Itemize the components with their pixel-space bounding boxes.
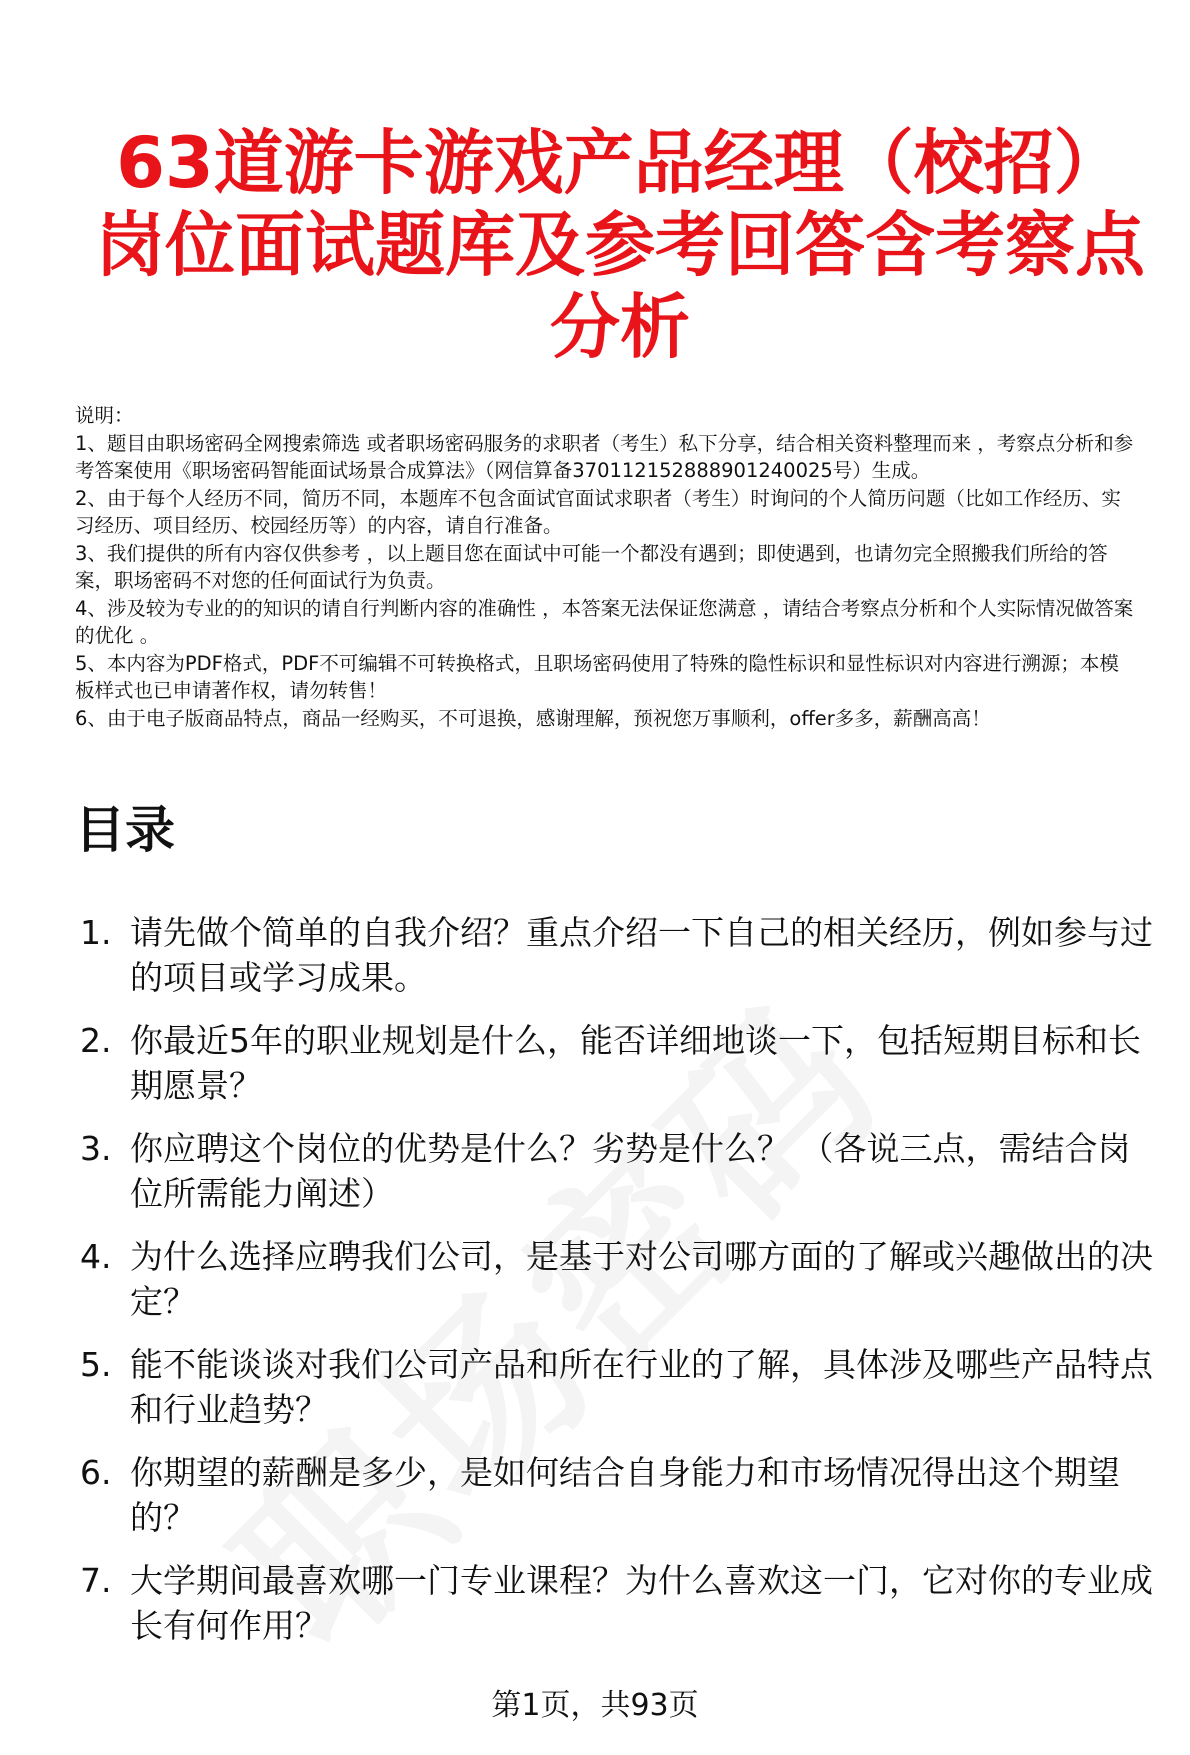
note-item: 5、本内容为PDF格式，PDF不可编辑不可转换格式，且职场密码使用了特殊的隐性标识和显性标识对内容进行溯源；本模板样式也已申请著作权，请勿转售！ — [75, 651, 1119, 702]
toc-item[interactable] — [75, 1558, 1155, 1648]
note-item: 2、由于每个人经历不同，简历不同，本题库不包含面试官面试求职者（考生）时询问的个人简历问题（比如工作经历、实习经历、项目经历、校园经历等）的内容，请自行准备。 — [75, 486, 1121, 537]
toc-item-number: 2. — [80, 1021, 112, 1060]
toc-item-text: 能不能谈谈对我们公司产品和所在行业的了解，具体涉及哪些产品特点和行业趋势？ — [130, 1345, 1153, 1429]
toc-heading: 目录 — [75, 801, 175, 859]
toc-item-number: 1. — [80, 913, 112, 952]
toc-item-number: 3. — [80, 1129, 112, 1168]
toc-item[interactable] — [75, 1234, 1155, 1324]
toc-item[interactable] — [75, 910, 1155, 1000]
toc-item-number: 7. — [80, 1561, 112, 1600]
note-item: 3、我们提供的所有内容仅供参考 ，以上题目您在面试中可能一个都没有遇到；即使遇到，也请勿完全照搬我们所给的答案，职场密码不对您的任何面试行为负责。 — [75, 541, 1108, 592]
toc-item[interactable] — [75, 1018, 1155, 1108]
toc-item[interactable] — [75, 1450, 1155, 1540]
note-item: 6、由于电子版商品特点，商品一经购买，不可退换，感谢理解，预祝您万事顺利，offer多多，薪酬高高！ — [75, 706, 991, 730]
page-footer: 第1页，共93页 — [491, 1688, 699, 1723]
toc-item-number: 4. — [80, 1237, 112, 1276]
toc-list — [75, 910, 1155, 1666]
toc-item[interactable] — [75, 1126, 1155, 1216]
toc-item-text: 你最近5年的职业规划是什么，能否详细地谈一下，包括短期目标和长期愿景？ — [130, 1021, 1141, 1105]
document-title: 63道游卡游戏产品经理（校招）岗位面试题库及参考回答含考察点分析 — [95, 122, 1145, 368]
note-item: 4、涉及较为专业的的知识的请自行判断内容的准确性 ，本答案无法保证您满意 ，请结合考察点分析和个人实际情况做答案的优化 。 — [75, 596, 1134, 647]
notes-label: 说明： — [75, 404, 134, 427]
toc-item[interactable] — [75, 1342, 1155, 1432]
toc-item-text: 请先做个简单的自我介绍？重点介绍一下自己的相关经历，例如参与过的项目或学习成果。 — [130, 913, 1153, 997]
notes-section — [75, 402, 1135, 732]
toc-item-number: 6. — [80, 1453, 112, 1492]
toc-item-text: 你期望的薪酬是多少，是如何结合自身能力和市场情况得出这个期望的？ — [130, 1453, 1120, 1537]
toc-item-text: 你应聘这个岗位的优势是什么？劣势是什么？ （各说三点，需结合岗位所需能力阐述） — [130, 1129, 1131, 1213]
note-item: 1、题目由职场密码全网搜索筛选 或者职场密码服务的求职者（考生）私下分享，结合相关资料整理而来 ，考察点分析和参考答案使用《职场密码智能面试场景合成算法》（网信算备370112152888901240025号）生成。 — [75, 431, 1134, 482]
toc-item-number: 5. — [80, 1345, 112, 1384]
toc-item-text: 大学期间最喜欢哪一门专业课程？为什么喜欢这一门，它对你的专业成长有何作用？ — [130, 1561, 1153, 1645]
toc-item-text: 为什么选择应聘我们公司，是基于对公司哪方面的了解或兴趣做出的决定？ — [130, 1237, 1153, 1321]
